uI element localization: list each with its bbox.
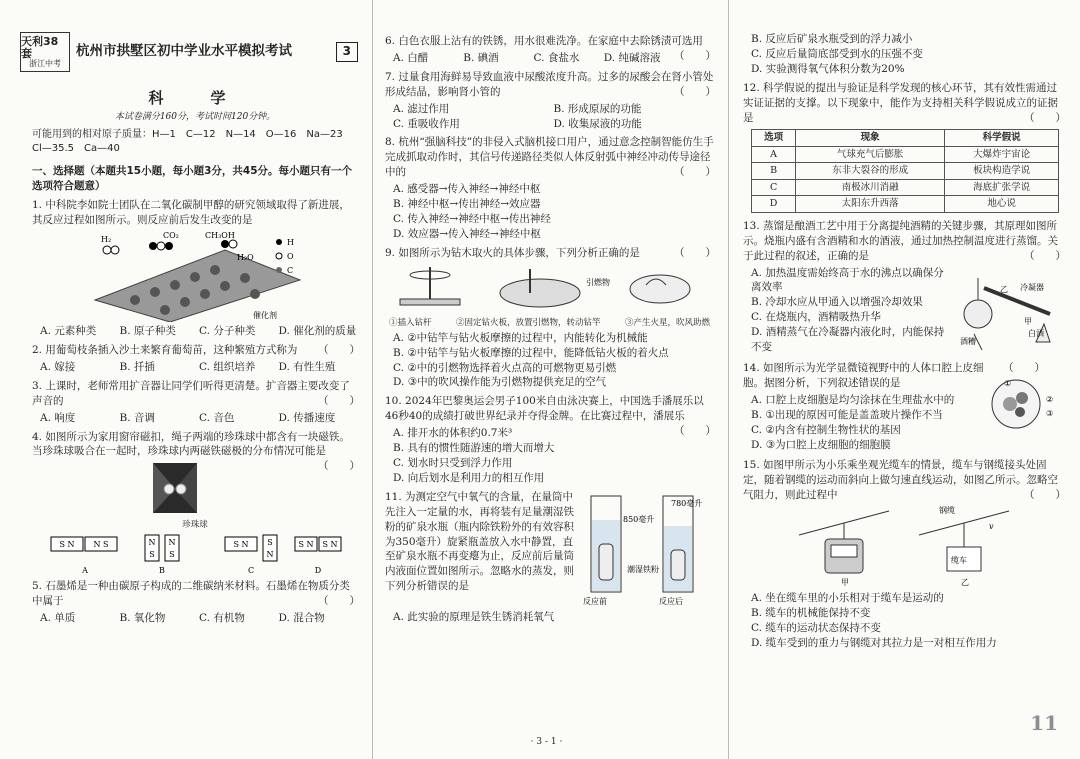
label-3: ③ [1046,408,1054,418]
label-yi: 乙 [960,578,969,588]
hypothesis-table [751,129,1059,212]
magnet-options [32,533,358,577]
question-stem: 2. 用葡萄枝条插入沙土来繁育葡萄苗，这种繁殖方式称为 [32,343,298,356]
question-11 [385,490,714,608]
option-c[interactable]: C. 缆车的运动状态保持不变 [751,621,881,634]
option-a[interactable]: A. 感受器→传入神经→神经中枢 [393,183,541,196]
question-6 [385,34,714,66]
question-9 [385,246,714,391]
option-b[interactable]: B. ②中钻竿与钻火板摩擦的过程中，能降低钻火板的着火点 [393,346,669,359]
magnet-diagram [45,533,345,577]
cable-car-figure [743,505,1064,589]
option-c[interactable]: C. 在烧瓶内，酒精吸热升华 [751,311,881,324]
label-h2o: H₂O [237,253,254,263]
question-8 [385,135,714,241]
options [40,611,358,626]
answer-paren: （ ） [318,394,360,407]
curtain-image [145,461,205,517]
option-b[interactable]: B [159,566,165,576]
option-a[interactable]: A. 加热温度需始终高于水的沸点以确保分离效率 [751,266,944,294]
option-b[interactable]: B. 具有的惯性随游速的增大而增大 [393,442,555,455]
question-stem: 10. 2024年巴黎奥运会男子100米自由泳决赛上，中国选手潘展乐以46秒40的成绩打破世界纪录并夺得金牌。在比赛过程中，潘展乐 [385,395,704,423]
table-cell: A [752,146,796,162]
label-jia: 甲 [1024,316,1032,326]
cell-diagram [986,376,1062,430]
table-cell: D [752,196,796,212]
answer-paren: （ ） [674,85,716,98]
question-stem: 14. 如图所示为光学显微镜视野中的人体口腔上皮细胞。据图分析，下列叙述错误的是 [743,362,984,389]
table-cell: 大爆炸宇宙论 [945,146,1059,162]
option-a[interactable]: A. 嫁接 [40,360,76,373]
caption-after: 反应后 [659,596,683,606]
options [751,266,954,355]
question-stem: 11. 为测定空气中氧气的含量，在量筒中先注入一定量的水，再将装有足量潮湿铁粉的矿泉水瓶（瓶内除铁粉外的有效容积为350毫升）旋紧瓶盖放入水中静置，直至矿泉水瓶不再变瘪为止，反应前后量筒内液面位置如图所示。忽略水的蒸发，则下列分析错误的是 [385,490,574,593]
table-cell: 太阳东升西落 [796,196,945,212]
question-stem: 8. 杭州“强脑科技”的非侵入式脑机接口用户，通过意念控制智能仿生手完成抓取动作时，其信号传递路径类似人体反射弧中神经冲动传导途径中的 [385,136,714,179]
table-cell: 板块构造学说 [945,163,1059,179]
brand-bottom: 浙江中考 [29,58,61,68]
curtain-caption: 珍珠球 [182,520,208,531]
answer-paren: （ ） [674,166,716,179]
table-cell: 气球充气后膨胀 [796,146,945,162]
label-mash: 酒糟 [960,336,976,346]
label-yi: 乙 [1000,284,1008,294]
label-car: 缆车 [950,556,967,566]
table-cell: 南极冰川消融 [796,179,945,195]
option-a[interactable]: A. 坐在缆车里的小乐相对于缆车是运动的 [751,592,944,605]
question-stem: 4. 如图所示为家用窗帘磁扣，绳子两端的珍珠球中都含有一块磁铁。当珍珠球吸合在一起时，珍珠球内两磁铁磁极的分布情况可能是 [32,430,350,458]
options [393,102,714,132]
question-7 [385,70,714,132]
option-c[interactable]: C. 有机物 [199,612,245,625]
brand-top: 天利38套 [21,34,59,60]
label-ch3oh: CH₃OH [205,231,235,241]
fire-drill-captions [389,317,710,329]
question-12 [743,81,1064,213]
option-c[interactable]: C. ②内含有控制生物性状的基因 [751,423,901,436]
answer-paren: （ ） [1024,489,1066,502]
option-d[interactable]: D. 催化剂的质量 [278,325,357,338]
caption-step1: ①插入钻杆 [389,317,432,328]
legend-o: O [287,252,294,262]
table-cell: 地心说 [945,196,1059,212]
question-stem: 15. 如图甲所示为小乐乘坐观光缆车的情景，缆车与钢缆接头处固定，随着钢缆的运动而斜向上做匀速直线运动，如图乙所示。忽略空气阻力，则此过程中 [743,459,1058,502]
question-15 [743,458,1064,650]
option-b[interactable]: B. 缆车的机械能保持不变 [751,607,871,620]
volume-after: 780毫升 [671,498,703,508]
question-stem: 7. 过量食用海鲜易导致血液中尿酸浓度升高。过多的尿酸会在肾小管处形成结晶，影响肾小管的 [385,70,714,98]
option-d[interactable]: D. 传播速度 [278,411,336,424]
question-11-option-a [393,610,714,625]
option-d[interactable]: D. 效应器→传入神经→神经中枢 [393,227,541,240]
svg-text:S: S [267,538,273,548]
svg-text:S N: S N [322,540,338,550]
options [40,411,358,426]
option-b[interactable]: B. 冷却水应从甲通入以增强冷却效果 [751,296,923,309]
svg-text:S: S [169,550,175,560]
svg-text:S: S [149,550,155,560]
table-cell: 海底扩张学说 [945,179,1059,195]
svg-text:N: N [266,550,274,560]
column-right [728,0,1070,759]
question-4 [32,430,358,578]
option-d[interactable]: D. 混合物 [278,612,325,625]
question-stem: 9. 如图所示为钻木取火的具体步骤，下列分析正确的是 [385,246,640,259]
option-d[interactable]: D. ③为口腔上皮细胞的细胞膜 [751,438,891,451]
volume-before: 850毫升 [623,514,655,524]
options [393,182,714,242]
exam-number: 3 [336,42,358,61]
cable-car-diagram [789,505,1019,589]
table-cell: B [752,163,796,179]
option-b[interactable]: B. 碘酒 [463,51,499,64]
question-3 [32,379,358,426]
question-13 [743,219,1064,359]
table-row [752,146,1059,162]
option-a[interactable]: A. 响度 [40,411,76,424]
option-b[interactable]: B. 形成原尿的功能 [553,102,642,115]
options [751,591,1064,651]
option-d[interactable]: D. 酒精蒸气在冷凝器内液化时，内能保持不变 [751,326,945,354]
option-b[interactable]: B. 音调 [119,411,155,424]
column-middle [372,0,720,759]
question-1 [32,198,358,339]
fire-drill-diagram [390,263,710,315]
svg-text:N S: N S [93,540,109,550]
options [393,426,674,486]
option-a[interactable]: A. 排开水的体积约0.7米³ [393,427,513,440]
question-11-options-cont [751,32,1064,77]
answer-paren: （ ） [318,460,360,473]
options [393,331,714,391]
label-v: v [988,522,994,532]
option-d[interactable]: D. 收集尿液的功能 [553,117,642,130]
option-c[interactable]: C. 食盐水 [533,51,580,64]
option-a[interactable]: A [82,566,88,576]
curtain-figure [32,461,318,517]
label-2: ② [1046,394,1054,404]
question-14 [743,361,1064,456]
answer-paren: （ ） [1024,111,1066,124]
caption-step2: ②固定钻火板，放置引燃物，转动钻竿 [455,317,601,328]
option-b[interactable]: B. 反应后矿泉水瓶受到的浮力减小 [751,33,913,45]
label-liquor: 白酒 [1028,328,1044,338]
page-number: · 3 - 1 · [530,737,563,748]
exam-header [20,32,358,72]
answer-paren: （ ） [1024,249,1066,262]
brand-logo [20,32,70,72]
options [40,324,358,339]
options [751,393,984,453]
label-jia: 甲 [840,578,849,588]
cylinder-diagram [579,490,709,608]
question-stem: 1. 中科院李如院士团队在二氧化碳制甲醇的研究领域取得了新进展，其反应过程如图所示。则反应前后发生改变的是 [32,199,350,227]
question-5 [32,579,358,626]
option-c[interactable]: C. 传入神经→神经中枢→传出神经 [393,212,551,225]
table-cell: 东非大裂谷的形成 [796,163,945,179]
option-a[interactable]: A. 单质 [40,612,76,625]
svg-text:S N: S N [59,540,75,550]
option-a[interactable]: A. 口腔上皮细胞是均匀涂抹在生理盐水中的 [751,393,955,406]
svg-text:N: N [168,538,176,548]
column-left [8,0,364,759]
table-header: 现象 [796,130,945,146]
option-d[interactable]: D [314,566,322,576]
label-cable: 钢缆 [938,506,955,516]
option-c[interactable]: C. ②中的引燃物选择着火点高的可燃物更易引燃 [393,361,617,374]
option-d[interactable]: D. 有性生殖 [278,360,336,373]
question-stem: 13. 蒸馏是酿酒工艺中用于分离提纯酒精的关键步骤，其原理如图所示。烧瓶内盛有含酒精和水的酒液，通过加热控制温度进行蒸馏。关于此过程的叙述，正确的是 [743,219,1058,262]
catalyst-diagram [75,230,315,322]
answer-paren: （ ） [1003,362,1045,375]
table-header: 科学假说 [945,130,1059,146]
option-c[interactable]: C. 反应后量筒底部受到水的压强不变 [751,47,923,60]
option-b[interactable]: B. 扦插 [119,360,155,373]
subject-title: 科 学 [148,89,242,107]
option-b[interactable]: B. 神经中枢→传出神经→效应器 [393,198,541,211]
answer-paren: （ ） [674,425,716,438]
fire-drill-figure [385,263,714,315]
section-title: 一、选择题（本题共15小题，每小题3分，共45分。每小题只有一个选项符合题意） [32,165,353,193]
legend-h: H [287,238,294,248]
label-condenser: 冷凝器 [1020,282,1044,292]
svg-text:S N: S N [298,540,314,550]
option-c[interactable]: C [247,566,255,576]
question-stem: 12. 科学假说的提出与验证是科学发现的核心环节，其有效性需通过实证证据的支撑。以下现象中，能作为支持相关科学假说成立的证据是 [743,81,1058,124]
options [40,360,358,375]
option-c[interactable]: C. 音色 [199,411,235,424]
option-a[interactable]: A. 白醋 [393,51,429,64]
option-d[interactable]: D. 缆车受到的重力与钢缆对其拉力是一对相互作用力 [751,636,997,649]
question-10 [385,394,714,485]
caption-step3: ③产生火星，吹风助燃 [624,317,710,328]
svg-text:S N: S N [233,540,249,550]
table-row [752,179,1059,195]
label-h2: H₂ [101,235,112,245]
option-b[interactable]: B. 氧化物 [119,612,166,625]
tag-iron-powder: 潮湿铁粉 [627,564,659,574]
option-a[interactable]: A. 滤过作用 [393,102,450,115]
option-d[interactable]: D. ③中的吹风操作能为引燃物提供充足的空气 [393,376,607,389]
corner-page-number: 11 [1030,710,1058,735]
option-c[interactable]: C. 分子种类 [199,325,256,338]
options [393,51,674,66]
option-c[interactable]: C. 划水时只受到浮力作用 [393,457,513,469]
option-a[interactable]: A. ②中钻竿与钻火板摩擦的过程中，内能转化为机械能 [393,331,648,344]
option-c[interactable]: C. 重吸收作用 [393,117,460,130]
label-catalyst: 催化剂 [253,311,277,321]
svg-text:N: N [148,538,156,548]
answer-paren: （ ） [674,246,716,259]
table-cell: C [752,179,796,195]
reaction-figure [32,230,358,322]
option-d[interactable]: D. 实验测得氧气体积分数为20% [751,62,905,75]
legend-c: C [287,266,294,276]
option-a[interactable]: A. 元素种类 [40,325,97,338]
label-1: ① [1004,378,1012,388]
option-a[interactable]: A. 此实验的原理是铁生锈消耗氧气 [393,610,555,623]
exam-notice: 本试卷满分160分，考试时间120分钟。 [114,112,276,123]
answer-paren: （ ） [318,595,360,608]
exam-title: 杭州市拱墅区初中学业水平模拟考试 [76,43,292,60]
option-d[interactable]: D. 向后划水是利用力的相互作用 [393,471,545,484]
distillation-diagram [954,264,1064,350]
option-c[interactable]: C. 组织培养 [199,360,256,373]
question-2 [32,343,358,375]
question-stem: 3. 上课时，老师常用扩音器让同学们听得更清楚。扩音器主要改变了声音的 [32,379,350,407]
option-d[interactable]: D. 纯碱溶液 [603,51,661,64]
question-stem: 6. 白色衣服上沾有的铁锈，用水很难洗净。在家庭中去除锈渍可选用 [385,35,703,47]
option-b[interactable]: B. ①出现的原因可能是盖盖玻片操作不当 [751,408,943,421]
table-header: 选项 [752,130,796,146]
table-row [752,196,1059,212]
caption-before: 反应前 [583,596,607,606]
table-row [752,163,1059,179]
label-co2: CO₂ [163,231,179,241]
atomic-masses: 可能用到的相对原子质量：H—1 C—12 N—14 O—16 Na—23 Cl—35.5 Ca—40 [32,129,353,155]
option-b[interactable]: B. 原子种类 [119,325,176,338]
question-stem: 5. 石墨烯是一种由碳原子构成的二维碳纳米材料。石墨烯在物质分类中属于 [32,580,350,608]
answer-paren: （ ） [674,49,716,62]
tag-tinder: 引燃物 [585,277,610,287]
answer-paren: （ ） [318,343,360,356]
